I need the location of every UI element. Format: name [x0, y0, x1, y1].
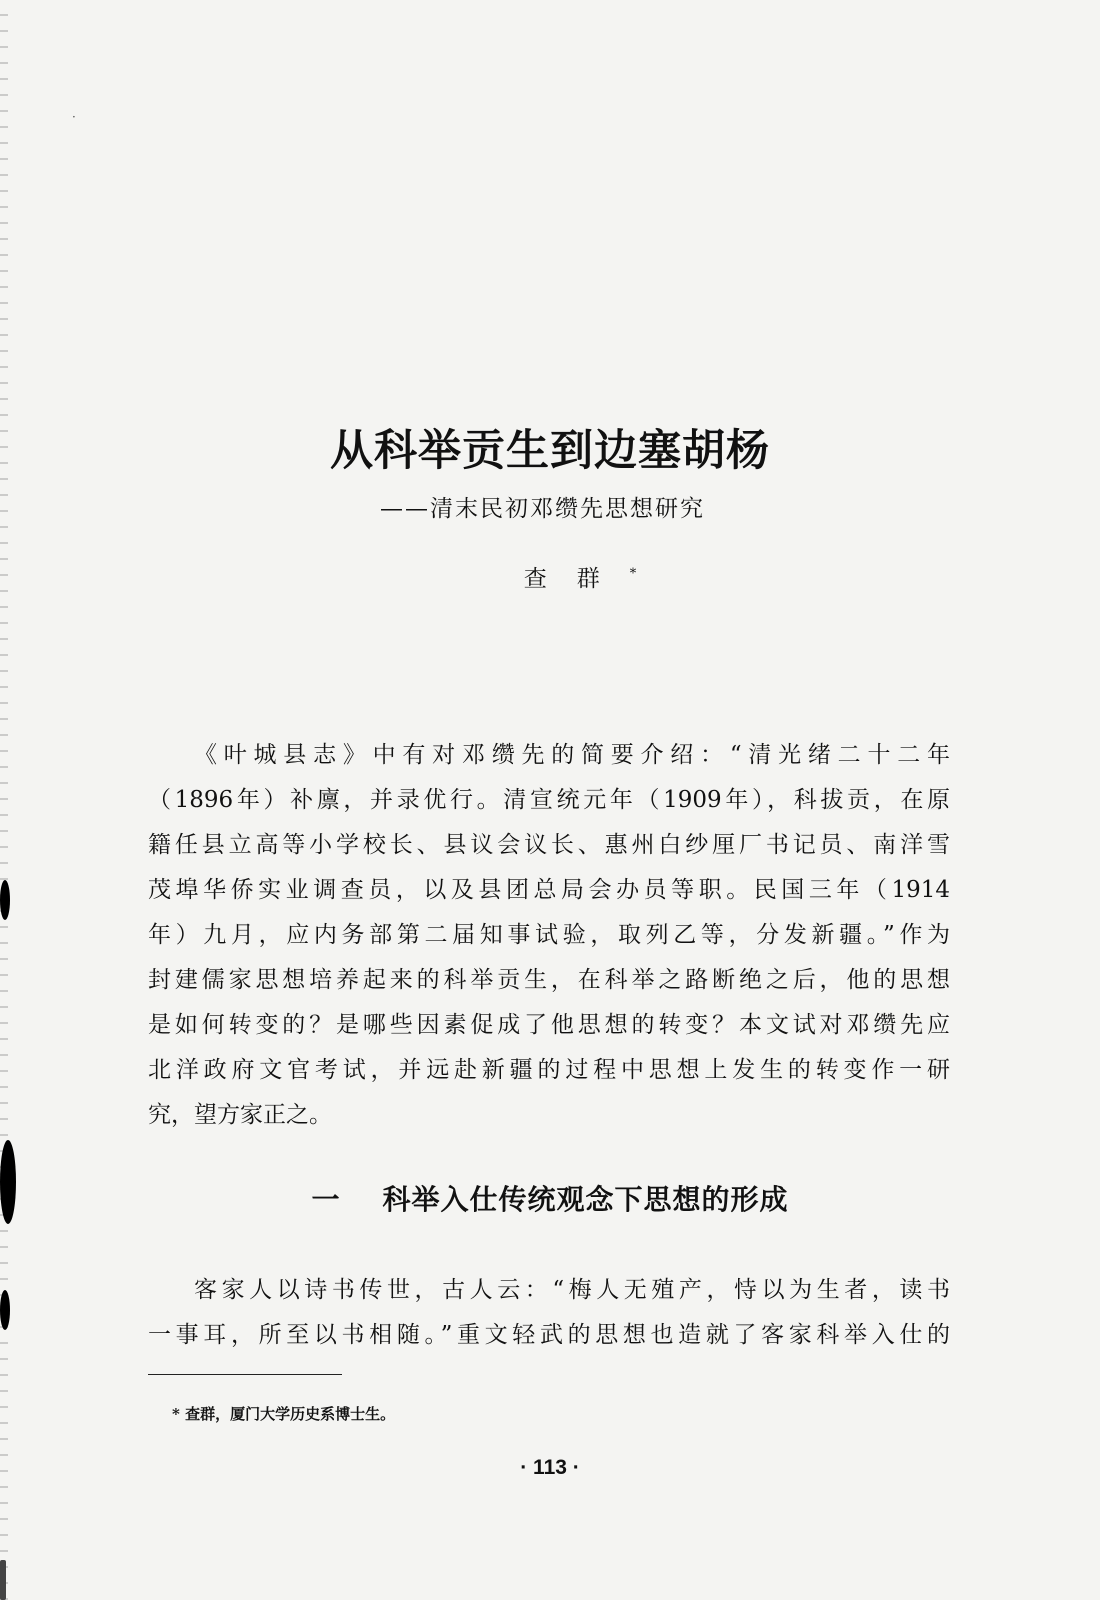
text-line: 北洋政府文官考试，并远赴新疆的过程中思想上发生的转变作一研 [148, 1057, 950, 1083]
author-name: 查群 [523, 566, 630, 592]
text-line: 客家人以诗书传世，古人云：“梅人无殖产，恃以为生者，读书 [194, 1277, 950, 1303]
text-line: 一事耳，所至以书相随。”重文轻武的思想也造就了客家科举入仕的 [148, 1322, 950, 1348]
text-line: 封建儒家思想培养起来的科举贡生，在科举之路断绝之后，他的思想 [148, 967, 950, 993]
scan-speck: · [72, 110, 76, 124]
text-line: 籍任县立高等小学校长、县议会议长、惠州白纱厘厂书记员、南洋雪 [148, 832, 950, 858]
author-footnote-mark: * [629, 566, 637, 582]
section-heading [0, 1178, 1100, 1218]
article-author [0, 560, 1100, 593]
footnote-divider [148, 1374, 342, 1375]
paragraph-intro [148, 733, 950, 1138]
paragraph-section-1 [148, 1268, 950, 1358]
scan-edge-marks [0, 0, 8, 1600]
text-line: 《叶城县志》中有对邓缵先的简要介绍：“清光绪二十二年 [194, 742, 950, 768]
page-number: · 113 · [520, 1456, 580, 1479]
section-title: 科举入仕传统观念下思想的形成 [382, 1183, 789, 1216]
article-subtitle: ——清末民初邓缵先思想研究 [380, 496, 705, 522]
text-line: 究，望方家正之。 [148, 1102, 332, 1128]
section-number: 一 [311, 1183, 341, 1216]
text-line: （1896年）补廪，并录优行。清宣统元年（1909年），科拔贡，在原 [148, 787, 950, 813]
text-line: 茂埠华侨实业调查员，以及县团总局会办员等职。民国三年（1914 [148, 877, 950, 903]
footnote: * 查群，厦门大学历史系博士生。 [172, 1405, 396, 1423]
text-line: 是如何转变的？是哪些因素促成了他思想的转变？本文试对邓缵先应 [148, 1012, 950, 1038]
scan-blot [0, 1290, 10, 1330]
scan-blot [0, 880, 10, 920]
scan-blot [0, 1560, 6, 1600]
text-line: 年）九月，应内务部第二届知事试验，取列乙等，分发新疆。”作为 [148, 922, 950, 948]
article-title: 从科举贡生到边塞胡杨 [330, 426, 770, 476]
